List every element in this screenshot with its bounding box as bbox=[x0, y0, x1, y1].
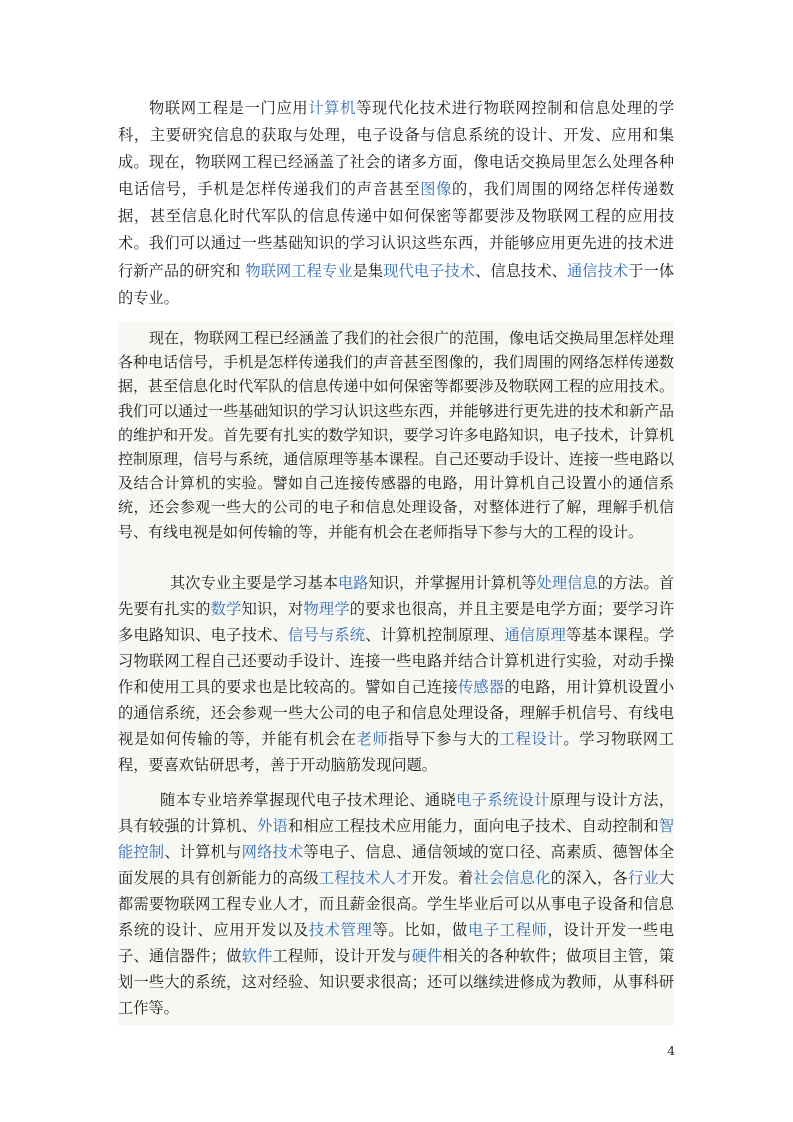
hyperlink[interactable]: 数学 bbox=[210, 600, 242, 618]
hyperlink[interactable]: 技术管理 bbox=[308, 921, 373, 939]
paragraph-careers bbox=[118, 787, 674, 1021]
hyperlink[interactable]: 传感器 bbox=[457, 678, 505, 696]
paragraph-scope bbox=[118, 326, 674, 544]
text-run: 是集 bbox=[352, 261, 384, 280]
text-run: 相关的各种软件；做项目主管，策划一些大的系统，这对经验、知识要求很高；还可以继续进修成为教师，从事科研工作等。 bbox=[118, 947, 675, 1017]
text-run: 的要求也很高，并且主要是电学方面；要学习许多电路知识、电子技术、 bbox=[118, 600, 675, 644]
text-run: 等电子、信息、通信领域的宽口径、高素质、德智体全面发展的具有创新能力的高级 bbox=[118, 843, 675, 887]
hyperlink[interactable]: 现代电子技术 bbox=[383, 261, 476, 280]
text-run: 等基本课程。学习物联网工程自己还要动手设计、连接一些电路并结合计算机进行实验，对动手操作和使用工具的要求也是比较高的。譬如自己连接 bbox=[118, 626, 675, 696]
hyperlink[interactable]: 物联网工程专业 bbox=[245, 261, 353, 280]
text-run: 。学习物联网工程，要喜欢钻研思考，善于开动脑筋发现问题。 bbox=[118, 730, 674, 774]
text-run: 等。比如，做 bbox=[372, 921, 468, 939]
text-run: 工程师，设计开发与 bbox=[272, 947, 412, 965]
hyperlink[interactable]: 电子系统设计 bbox=[456, 791, 550, 809]
hyperlink[interactable]: 社会信息化 bbox=[473, 869, 551, 887]
text-run: 大都需要物联网工程专业人才，而且薪金很高。学生毕业后可以从事电子设备和信息系统的设计、应用开发以及 bbox=[118, 869, 675, 939]
hyperlink[interactable]: 工程设计 bbox=[499, 730, 564, 748]
text-run: 的电路，用计算机设置小的通信系统，还会参观一些大公司的电子和信息处理设备，理解手机信号、有线电视是如何传输的等，并能有机会在 bbox=[118, 678, 675, 748]
hyperlink[interactable]: 图像 bbox=[420, 180, 453, 199]
text-run: 随本专业培养掌握现代电子技术理论、通晓 bbox=[160, 791, 457, 809]
page-number: 4 bbox=[667, 1044, 675, 1058]
text-run: 开发。着 bbox=[411, 869, 474, 887]
text-run: 和相应工程技术应用能力，面向电子技术、自动控制和 bbox=[287, 817, 659, 835]
hyperlink[interactable]: 行业 bbox=[627, 869, 659, 887]
hyperlink[interactable]: 计算机 bbox=[308, 99, 357, 117]
text-run: 、计算机控制原理、 bbox=[365, 626, 505, 644]
text-run: 于一体的专业。 bbox=[118, 261, 675, 307]
text-run: 原理与设计方法，具有较强的计算机、 bbox=[118, 791, 675, 835]
text-run: 的方法。首先要有扎实的 bbox=[118, 574, 675, 618]
text-run: 的，我们周围的网络怎样传递数据，甚至信息化时代军队的信息传递中如何保密等都要涉及物联网工程的应用技术。我们可以通过一些基础知识的学习认识这些东西，并能够应用更先进的技术进行新产品的研究和 bbox=[118, 180, 674, 280]
text-run: 现在，物联网工程已经涵盖了我们的社会很广的范围，像电话交换局里怎样处理各种电话信号，手机是怎样传递我们的声音甚至图像的，我们周围的网络怎样传递数据，甚至信息化时代军队的信息传递中如何保密等都要涉及物联网工程的应用技术。我们可以通过一些基础知识的学习认识这些东西，并能够进行更先进的技术和新产品的维护和开发。首先要有扎实的数学知识，要学习许多电路知识，电子技术，计算机控制原理，信号与系统，通信原理等基本课程。自己还要动手设计、连接一些电路以及结合计算机的实验。譬如自己连接传感器的电路，用计算机自己设置小的通信系统，还会参观一些大的公司的电子和信息处理设备，对整体进行了解，理解手机信号、有线电视是如何传输的等，并能有机会在老师指导下参与大的工程的设计。 bbox=[118, 329, 675, 541]
paragraph-curriculum bbox=[118, 570, 674, 778]
hyperlink[interactable]: 电子工程师 bbox=[467, 921, 548, 939]
hyperlink[interactable]: 软件 bbox=[241, 947, 273, 965]
hyperlink[interactable]: 处理信息 bbox=[536, 574, 598, 592]
text-run: 知识，对 bbox=[241, 600, 304, 618]
hyperlink[interactable]: 外语 bbox=[257, 817, 288, 835]
hyperlink[interactable]: 网络技术 bbox=[241, 843, 304, 861]
hyperlink[interactable]: 电路 bbox=[338, 574, 369, 592]
hyperlink[interactable]: 通信技术 bbox=[567, 261, 629, 280]
hyperlink[interactable]: 老师 bbox=[356, 730, 389, 748]
hyperlink[interactable]: 通信原理 bbox=[504, 626, 567, 644]
hyperlink[interactable]: 物理学 bbox=[303, 600, 350, 618]
text-run: 指导下参与大的 bbox=[388, 730, 500, 748]
text-run: 知识，并掌握用计算机等 bbox=[368, 574, 537, 592]
text-run: 物联网工程是一门应用 bbox=[149, 99, 309, 117]
text-run: 其次专业主要是学习基本 bbox=[170, 574, 339, 592]
hyperlink[interactable]: 工程技术人才 bbox=[318, 869, 412, 887]
hyperlink[interactable]: 硬件 bbox=[411, 947, 443, 965]
text-run: 等现代化技术进行物联网控制和信息处理的学科，主要研究信息的获取与处理，电子设备与信息系统的设计、开发、应用和集成。现在，物联网工程已经涵盖了社会的诸多方面，像电话交换局里怎么处理各种电话信号，手机是怎样传递我们的声音甚至 bbox=[118, 99, 675, 199]
text-run: 的深入，各 bbox=[550, 869, 628, 887]
text-run: 、信息技术、 bbox=[475, 261, 567, 280]
hyperlink[interactable]: 智能控制 bbox=[118, 817, 675, 861]
text-run: 、计算机与 bbox=[164, 843, 242, 861]
hyperlink[interactable]: 信号与系统 bbox=[287, 626, 366, 644]
paragraph-intro bbox=[118, 95, 674, 312]
text-run: ，设计开发一些电子、通信器件；做 bbox=[118, 921, 674, 965]
